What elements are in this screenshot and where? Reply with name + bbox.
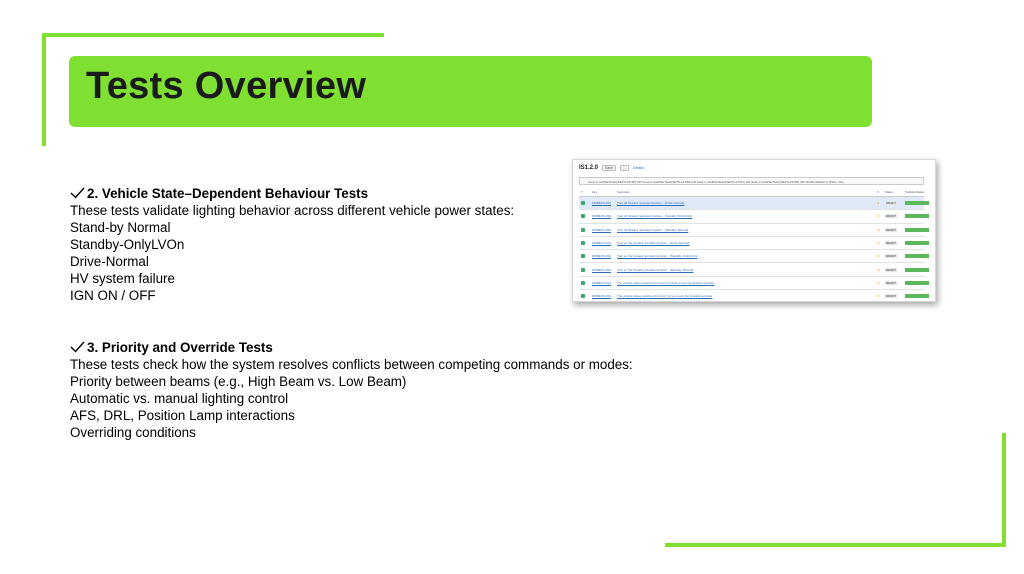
star-icon: ★: [877, 267, 880, 272]
star-icon: ★: [877, 294, 880, 299]
section-priority-override: [70, 339, 633, 441]
title-banner: [69, 56, 872, 127]
deco-line-bottom: [665, 543, 1006, 547]
run-status-bar: [905, 268, 929, 272]
text-line: HV system failure: [70, 271, 175, 286]
save-chip: Save: [602, 165, 616, 171]
section-vehicle-state: [70, 185, 514, 304]
text-line: These tests check how the system resolves conflicts between competing commands or modes:: [70, 357, 633, 372]
test-type-icon: [581, 241, 585, 245]
run-status-bar: [905, 214, 929, 218]
table-row: MOBETO-202 Turn on the forward reminder function - (Standby-Normal) ★ DRAFT: [579, 263, 924, 276]
deco-line-right: [1002, 433, 1006, 547]
star-icon: ★: [877, 214, 880, 219]
table-row: MOBETO-201 The vehicle status switches from GoT to GoN to exit the forward reminder ★ DRAFT: [579, 277, 924, 290]
run-status-bar: [905, 201, 929, 205]
run-status-bar: [905, 281, 929, 285]
run-status-bar: [905, 254, 929, 258]
test-type-icon: [581, 294, 585, 298]
section-heading: 2. Vehicle State–Dependent Behaviour Tests: [70, 185, 514, 202]
section-heading: 3. Priority and Override Tests: [70, 339, 633, 356]
test-type-icon: [581, 228, 585, 232]
test-table: [579, 188, 924, 302]
text-line: AFS, DRL, Position Lamp interactions: [70, 408, 295, 423]
table-row: MOBETO-206 Turn off forward reminder function - (Standby-OnlyLVOn) ★ DRAFT: [579, 210, 924, 223]
more-chip: ...: [620, 165, 629, 171]
check-icon: [70, 341, 85, 353]
test-type-icon: [581, 214, 585, 218]
table-row: MOBETO-203 Turn on the forward reminder function - (Standby-OnlyLVOn) ★ DRAFT: [579, 250, 924, 263]
run-status-bar: [905, 241, 929, 245]
check-icon: [70, 187, 85, 199]
thumbnail-header: [579, 163, 644, 173]
table-row: MOBETO-200 The vehicle status switches from GoT to Go to exit the forward reminder ★ DRAFT: [579, 290, 924, 302]
star-icon: ★: [877, 280, 880, 285]
deco-line-top: [42, 33, 384, 37]
text-line: Priority between beams (e.g., High Beam vs. Low Beam): [70, 374, 407, 389]
text-line: These tests validate lighting behavior across different vehicle power states:: [70, 203, 515, 218]
star-icon: ★: [877, 241, 880, 246]
test-type-icon: [581, 281, 585, 285]
test-list-screenshot: [572, 159, 936, 302]
text-line: Drive-Normal: [70, 254, 149, 269]
text-line: Automatic vs. manual lighting control: [70, 391, 289, 406]
page-title: Tests Overview: [86, 65, 367, 107]
run-status-bar: [905, 228, 929, 232]
text-line: IGN ON / OFF: [70, 288, 156, 303]
test-type-icon: [581, 201, 585, 205]
table-row: MOBETO-207 Turn off forward reminder function - (Drive-Normal) ★ DRAFT: [579, 197, 924, 210]
details-link: Details: [632, 166, 644, 170]
test-type-icon: [581, 254, 585, 258]
star-icon: ★: [877, 201, 880, 206]
deco-line-left: [42, 33, 46, 146]
table-header: T Key Summary V Status TestRunStatus: [579, 188, 924, 197]
text-line: Stand-by Normal: [70, 220, 171, 235]
test-type-icon: [581, 268, 585, 272]
text-line: Overriding conditions: [70, 425, 196, 440]
star-icon: ★: [877, 227, 880, 232]
table-row: MOBETO-205 Turn off forward reminder function - (Standby-Normal) ★ DRAFT: [579, 224, 924, 237]
star-icon: ★: [877, 254, 880, 259]
table-row: MOBETO-204 Turn on the forward reminder function - (Drive-Normal) ★ DRAFT: [579, 237, 924, 250]
jql-filter: issue in testPlanTests(SETD-21760) OR issue in testPlanTests(SETD-21784) OR issue in testPlanTests(SETD-21761) OR issue in testPlanTests(SETD-21782) OR TestRunStatus in (Pass, NG): [579, 177, 924, 185]
text-line: Standby-OnlyLVOn: [70, 237, 185, 252]
thumbnail-title: IS1.2.0: [579, 165, 599, 171]
run-status-bar: [905, 294, 929, 298]
